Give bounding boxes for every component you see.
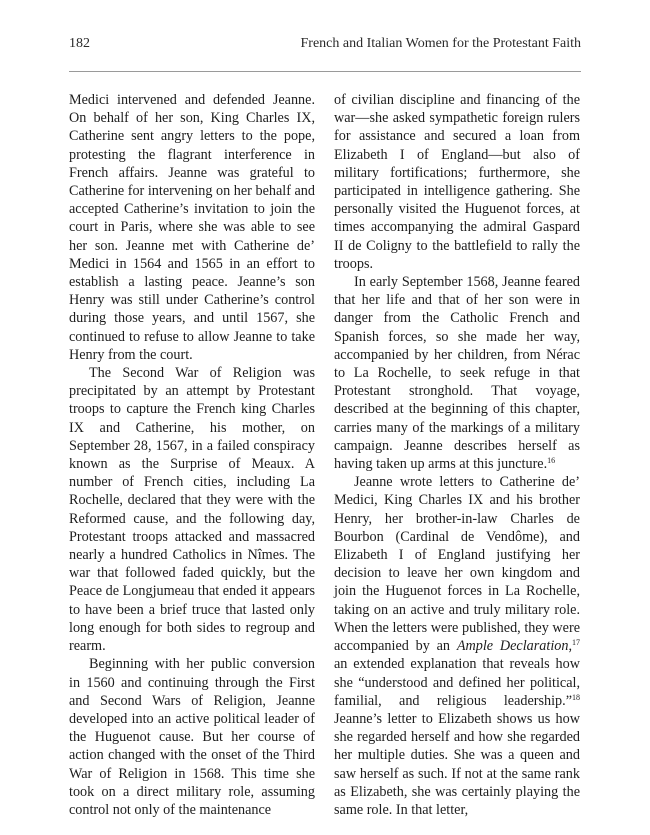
left-paragraph-3: Beginning with her public conversion in 1560 and continuing through the First and Second Wars of Religion, Jeanne developed into an active political leader of the Huguenot cause. But her course of action changed with the onset of the Third War of Religion in 1568. This time she took on a direct military role, assuming control not only of the maintenance <box>69 656 315 818</box>
running-header <box>69 36 581 60</box>
right-paragraph-3 <box>334 473 580 819</box>
right-paragraph-3-text-c: an extended explanation that reveals how she “understood and defined her political, familial, and religious leadership.” <box>334 656 580 709</box>
right-paragraph-3-text-a: Jeanne wrote letters to Catherine de’ Medici, King Charles IX and his brother Henry, her brother-in-law Charles de Bourbon (Cardinal de Vendôme), and Elizabeth I of England justifying her decision to leave her own kingdom and join the Huguenot forces in La Rochelle, taking on an active and truly military role. When the letters were published, they were accompanied by an <box>334 474 580 655</box>
left-paragraph-2: The Second War of Religion was precipitated by an attempt by Protestant troops to capture the French king Charles IX and Catherine, his mother, on September 28, 1567, in a failed conspiracy known as the Surprise of Meaux. A number of French cities, including La Rochelle, declared that they were with the Reformed cause, and the following day, Protestant troops attacked and massacred nearly a hundred Catholics in Nîmes. The war that followed faded quickly, but the Peace de Longjumeau that ended it appears to have been a brief truce that lasted only long enough for both sides to regroup and rearm. <box>69 365 315 655</box>
right-paragraph-2-text: In early September 1568, Jeanne feared that her life and that of her son were in danger from the Catholic French and Spanish forces, so she made her way, accompanied by her children, from Nérac to La Rochelle, to seek refuge in that Protestant stronghold. That voyage, described at the beginning of this chapter, carries many of the markings of a military campaign. Jeanne describes herself as having taken up arms at this juncture. <box>334 274 580 473</box>
left-paragraph-1: Medici intervened and defended Jeanne. On behalf of her son, King Charles IX, Catherine sent angry letters to the pope, protesting the flagrant interference in French affairs. Jeanne was grateful to Catherine for intervening on her behalf and accepted Catherine’s invitation to join the court in Paris, where she was able to see her son. Jeanne met with Catherine de’ Medici in 1564 and 1565 in an effort to establish a lasting peace. Jeanne’s son Henry was still under Catherine’s control during those years, and until 1567, she continued to refuse to allow Jeanne to take Henry from the court. <box>69 92 315 363</box>
right-paragraph-3-text-d: Jeanne’s letter to Elizabeth shows us how she regarded herself and how she regarded her multiple duties. She was a queen and saw herself as such. If not at the same rank as Elizabeth, she was certainly playing the same role. In that letter, <box>334 710 580 818</box>
header-rule <box>69 71 581 72</box>
footnote-ref-16: 16 <box>547 456 556 466</box>
right-paragraph-3-comma: , <box>568 638 573 655</box>
page-number: 182 <box>69 36 90 51</box>
footnote-ref-18: 18 <box>572 692 580 702</box>
ample-declaration-title: Ample Declaration <box>456 638 569 655</box>
right-column <box>334 91 580 819</box>
running-title: French and Italian Women for the Protestant Faith <box>300 36 581 51</box>
left-column <box>69 91 315 819</box>
footnote-ref-17: 17 <box>572 638 581 648</box>
right-paragraph-1: of civilian discipline and financing of the war—she asked sympathetic foreign rulers for assistance and secured a loan from Elizabeth I of England—but also of military fortifications; furthermore, she participated in intelligence gathering. She personally visited the Huguenot forces, at times accompanying the admiral Gaspard II de Coligny to the battlefield to rally the troops. <box>334 92 580 272</box>
right-paragraph-2 <box>334 273 580 473</box>
